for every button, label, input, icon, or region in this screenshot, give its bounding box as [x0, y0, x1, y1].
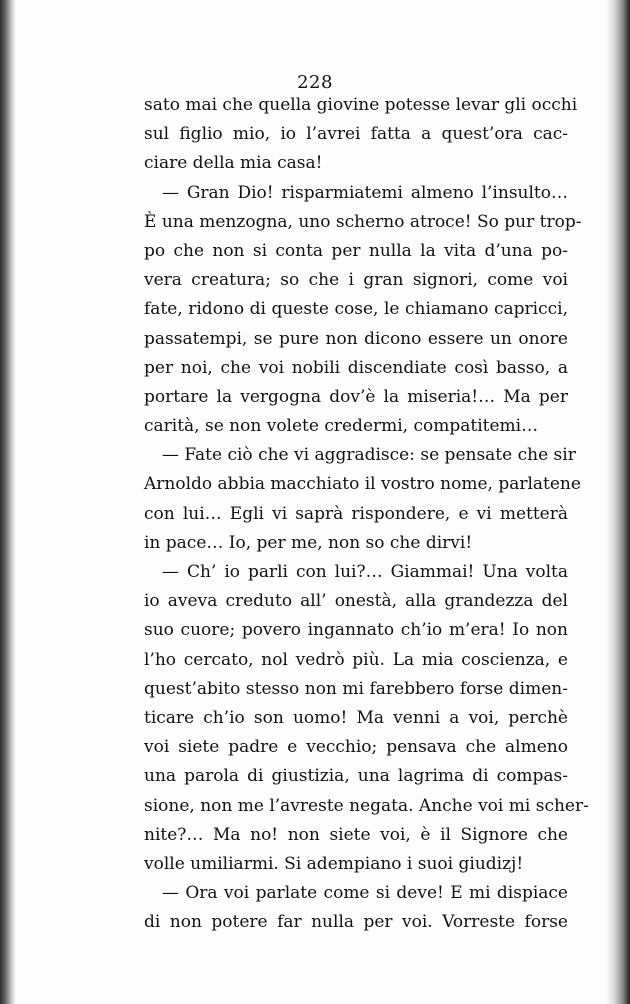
text-line: ciare della mia casa!: [144, 153, 323, 174]
text-line: — Ora voi parlate come si deve! E mi dispiace: [162, 883, 568, 904]
text-line: — Ch’ io parli con lui?… Giammai! Una volta: [162, 562, 568, 582]
text-line: po che non si conta per nulla la vita d’una po-: [144, 240, 568, 261]
text-line: una parola di giustizia, una lagrima di compas-: [144, 766, 568, 787]
text-line: ticare ch’io son uomo! Ma venni a voi, perchè: [144, 707, 568, 728]
text-line: nite?… Ma no! non siete voi, è il Signore che: [144, 824, 568, 845]
text-line: suo cuore; povero ingannato ch’io m’era! Io non: [144, 620, 568, 641]
text-line: Arnoldo abbia macchiato il vostro nome, parlatene: [144, 474, 581, 495]
text-line: di non potere far nulla per voi. Vorreste forse: [144, 912, 568, 933]
text-line: fate, ridono di queste cose, le chiamano capricci,: [144, 299, 568, 320]
page-edge-shadow: [606, 0, 630, 1004]
text-line: in pace… Io, per me, non so che dirvi!: [144, 532, 473, 553]
text-line: volle umiliarmi. Si adempiano i suoi giudizj!: [144, 853, 524, 874]
text-line: sione, non me l’avreste negata. Anche voi mi scher-: [144, 795, 589, 816]
text-line: — Gran Dio! risparmiatemi almeno l’insulto…: [162, 182, 568, 203]
text-line: quest’abito stesso non mi farebbero forse dimen-: [144, 678, 568, 699]
text-line: sul figlio mio, io l’avrei fatta a quest’ora cac-: [144, 124, 568, 145]
body-text: [144, 91, 589, 937]
text-line: portare la vergogna dov’è la miseria!… Ma per: [144, 386, 568, 407]
text-line: l’ho cercato, nol vedrò più. La mia coscienza, e: [144, 649, 568, 670]
text-line: con lui… Egli vi saprà rispondere, e vi metterà: [144, 503, 568, 524]
text-line: voi siete padre e vecchio; pensava che almeno: [144, 737, 568, 758]
text-line: sato mai che quella giovine potesse levar gli occhi: [144, 95, 578, 115]
text-line: — Fate ciò che vi aggradisce: se pensate che sir: [162, 445, 576, 466]
page-spine-shadow: [0, 0, 16, 1004]
text-line: vera creatura; so che i gran signori, come voi: [144, 270, 568, 291]
text-line: È una menzogna, uno scherno atroce! So pur trop-: [144, 211, 582, 232]
text-line: carità, se non volete credermi, compatitemi…: [144, 416, 539, 437]
page-number: 228: [297, 72, 333, 93]
text-line: passatempi, se pure non dicono essere un onore: [144, 328, 568, 349]
text-line: per noi, che voi nobili discendiate così basso, a: [144, 357, 568, 378]
text-line: io aveva creduto all’ onestà, alla grandezza del: [144, 591, 568, 612]
